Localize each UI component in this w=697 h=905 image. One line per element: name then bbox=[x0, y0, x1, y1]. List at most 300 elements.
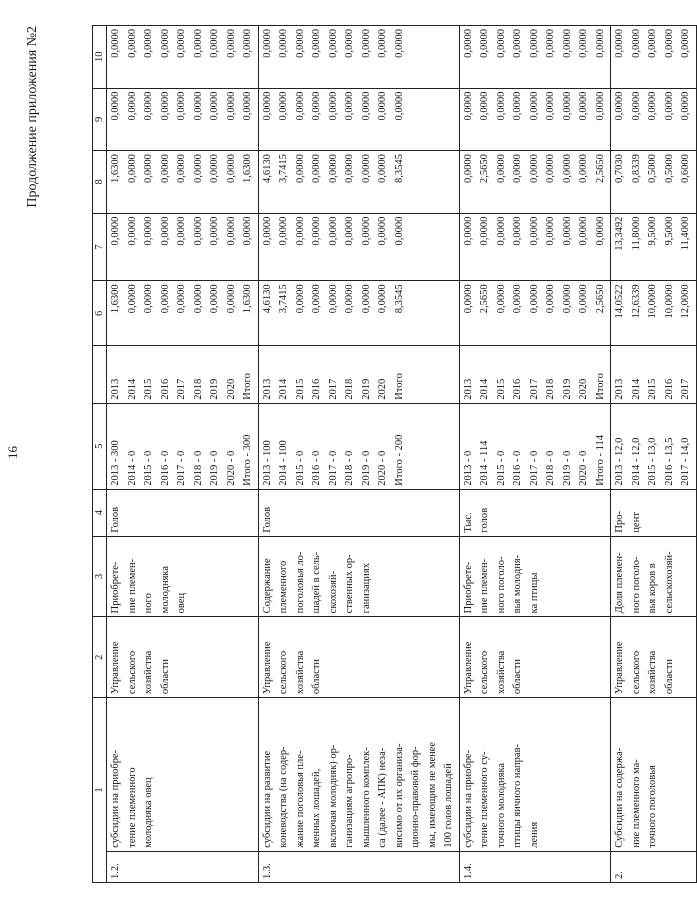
program-table bbox=[92, 25, 697, 883]
cell-line: 0,0000 bbox=[578, 91, 589, 121]
cell-line: 0,0000 bbox=[663, 29, 675, 58]
cell-line: 2018 bbox=[192, 378, 204, 400]
cell-line: 2015 - 13,0 bbox=[647, 437, 658, 486]
cell-line: висимо от их организа- bbox=[393, 743, 405, 848]
cell-line: племенного bbox=[278, 560, 289, 614]
cell-line: 0,0000 bbox=[159, 284, 171, 314]
cell-line: 9,5000 bbox=[647, 216, 658, 246]
cell-line: 0,0000 bbox=[545, 91, 556, 121]
cell-line: ционно-правовой фор- bbox=[410, 746, 421, 848]
cell-line: 0,0000 bbox=[528, 29, 540, 58]
cell-line: 0,0000 bbox=[647, 29, 658, 58]
indicator-cell bbox=[611, 536, 697, 617]
cell-line: 2020 - 0 bbox=[578, 450, 589, 486]
target-values-cell bbox=[611, 403, 697, 489]
cell-line: 0,0000 bbox=[377, 216, 388, 246]
cell-line: 2019 - 0 bbox=[561, 450, 573, 486]
cell-line: 1,6300 bbox=[110, 284, 121, 314]
cell-line: 2013 bbox=[614, 378, 625, 400]
cell-line: 4,6130 bbox=[261, 154, 273, 183]
cell-line: 0,0000 bbox=[561, 29, 573, 58]
cell-line: области bbox=[311, 658, 322, 695]
cell-line: 2,5650 bbox=[594, 284, 606, 314]
cell-line: 2016 bbox=[512, 378, 523, 400]
federal-funding-cell bbox=[258, 213, 459, 281]
cell-line: 0,0000 bbox=[294, 29, 306, 58]
cell-line: 0,0000 bbox=[462, 29, 474, 58]
cell-line: Управление bbox=[110, 641, 121, 695]
cell-line: 9,5000 bbox=[663, 216, 675, 246]
cell-line: 0,0000 bbox=[495, 91, 507, 121]
cell-line: 0,6000 bbox=[680, 154, 691, 183]
cell-line: 0,0000 bbox=[647, 91, 658, 121]
cell-line: 2020 - 0 bbox=[225, 450, 237, 486]
cell-line: 4,6130 bbox=[261, 284, 273, 314]
total-funding-cell bbox=[611, 281, 697, 346]
cell-line: 0,0000 bbox=[327, 29, 339, 58]
cell-line: 2014 bbox=[479, 378, 490, 400]
header-cell: 10 bbox=[93, 26, 107, 89]
cell-line: 0,0000 bbox=[545, 216, 556, 246]
cell-line: 0,0000 bbox=[192, 29, 204, 58]
cell-line: 0,0000 bbox=[225, 216, 237, 246]
cell-line: 0,0000 bbox=[176, 216, 187, 246]
cell-line: тение племенного bbox=[126, 767, 138, 848]
table-row bbox=[611, 26, 697, 883]
cell-line: 2015 - 0 bbox=[143, 450, 154, 486]
cell-line: 0,0000 bbox=[294, 284, 306, 314]
cell-line: 0,0000 bbox=[479, 216, 490, 246]
cell-line: сельского bbox=[630, 650, 642, 695]
cell-line: птицы яичного направ- bbox=[512, 743, 523, 848]
cell-line: Содержание bbox=[261, 558, 273, 614]
federal-funding-cell bbox=[459, 213, 611, 281]
table-row bbox=[459, 26, 611, 883]
cell-line: 13,3492 bbox=[614, 216, 625, 251]
cell-line: включая молодняк) ор- bbox=[327, 744, 339, 848]
cell-line: 0,0000 bbox=[344, 91, 355, 121]
cell-line: 0,0000 bbox=[176, 284, 187, 314]
regional-funding-cell bbox=[107, 151, 259, 214]
row-number-cell bbox=[611, 851, 697, 882]
cell-line: 0,0000 bbox=[495, 29, 507, 58]
cell-line: 2014 - 12,0 bbox=[630, 437, 642, 486]
cell-line: Итого - 200 bbox=[393, 434, 405, 486]
cell-line: точного молодняка bbox=[495, 762, 507, 848]
cell-line: 0,0000 bbox=[126, 284, 138, 314]
cell-line: Голов bbox=[261, 506, 273, 533]
cell-line: 0,0000 bbox=[126, 29, 138, 58]
measure-title-cell bbox=[459, 698, 611, 852]
cell-line: сельского bbox=[479, 650, 490, 695]
indicator-cell bbox=[459, 536, 611, 617]
cell-line: ганизациях bbox=[360, 562, 372, 614]
cell-line: 0,0000 bbox=[159, 29, 171, 58]
cell-line: 2020 bbox=[377, 378, 388, 400]
cell-line: 0,0000 bbox=[176, 154, 187, 183]
cell-line: 2016 - 13,5 bbox=[663, 437, 675, 486]
unit-cell bbox=[611, 489, 697, 536]
cell-line: 0,0000 bbox=[110, 29, 121, 58]
cell-line: 2017 - 0 bbox=[327, 450, 339, 486]
cell-line: 0,0000 bbox=[209, 29, 220, 58]
cell-line: 0,0000 bbox=[528, 284, 540, 314]
cell-line: хозяйства bbox=[294, 650, 306, 695]
years-cell bbox=[611, 346, 697, 403]
cell-line: 0,0000 bbox=[512, 284, 523, 314]
cell-line: 0,0000 bbox=[278, 216, 289, 246]
cell-line: ления bbox=[528, 821, 540, 848]
cell-line: 0,0000 bbox=[594, 91, 606, 121]
cell-line: ного поголо- bbox=[630, 556, 642, 614]
cell-line: са (далее - АПК) неза- bbox=[377, 747, 388, 848]
cell-line: хозяйства bbox=[647, 650, 658, 695]
cell-line: 2018 - 0 bbox=[192, 450, 204, 486]
cell-line: ственных ор- bbox=[344, 554, 355, 614]
cell-line: 2019 - 0 bbox=[209, 450, 220, 486]
cell-line: 2. bbox=[614, 871, 625, 879]
cell-line: 2,5650 bbox=[594, 154, 606, 183]
cell-line: 0,0000 bbox=[225, 29, 237, 58]
cell-line: Приобрете- bbox=[110, 561, 121, 614]
target-values-cell bbox=[459, 403, 611, 489]
cell-line: 2014 bbox=[278, 378, 289, 400]
header-cell: 1 bbox=[93, 698, 107, 883]
cell-line: 2013 bbox=[462, 378, 474, 400]
cell-line: 0,0000 bbox=[545, 154, 556, 183]
cell-line: 0,0000 bbox=[344, 154, 355, 183]
cell-line: Доля племен- bbox=[614, 552, 625, 614]
cell-line: шадей в сель- bbox=[311, 551, 322, 614]
cell-line: 2017 - 0 bbox=[528, 450, 540, 486]
cell-line: 0,0000 bbox=[192, 216, 204, 246]
cell-line: 2018 - 0 bbox=[545, 450, 556, 486]
cell-line: 0,0000 bbox=[209, 154, 220, 183]
cell-line: 0,0000 bbox=[311, 216, 322, 246]
page-number: 16 bbox=[5, 446, 20, 459]
cell-line: вья молодня- bbox=[512, 554, 523, 614]
local-funding-cell bbox=[258, 88, 459, 151]
header-cell: 4 bbox=[93, 489, 107, 536]
total-funding-cell bbox=[258, 281, 459, 346]
cell-line: 0,0000 bbox=[278, 91, 289, 121]
federal-funding-cell bbox=[611, 213, 697, 281]
cell-line: 0,8339 bbox=[630, 154, 642, 183]
cell-line: 0,0000 bbox=[360, 29, 372, 58]
cell-line: 2014 bbox=[126, 378, 138, 400]
cell-line: 2017 bbox=[327, 378, 339, 400]
executor-cell bbox=[107, 617, 259, 698]
cell-line: 0,0000 bbox=[462, 91, 474, 121]
years-cell bbox=[459, 346, 611, 403]
regional-funding-cell bbox=[611, 151, 697, 214]
cell-line: 0,0000 bbox=[192, 154, 204, 183]
cell-line: 8,3545 bbox=[393, 154, 405, 183]
cell-line: 0,0000 bbox=[192, 284, 204, 314]
cell-line: 0,7030 bbox=[614, 154, 625, 183]
header-cell: 3 bbox=[93, 536, 107, 617]
table-body bbox=[93, 26, 697, 883]
cell-line: 0,0000 bbox=[377, 284, 388, 314]
other-funding-cell bbox=[611, 26, 697, 89]
cell-line: поголовья ло- bbox=[294, 551, 306, 614]
target-values-cell bbox=[107, 403, 259, 489]
cell-line: ного bbox=[143, 593, 154, 614]
cell-line: 0,0000 bbox=[110, 216, 121, 246]
row-number-cell bbox=[258, 851, 459, 882]
cell-line: 0,0000 bbox=[594, 29, 606, 58]
cell-line: 0,0000 bbox=[528, 216, 540, 246]
cell-line: Голов bbox=[110, 506, 121, 533]
regional-funding-cell bbox=[459, 151, 611, 214]
cell-line: 0,0000 bbox=[294, 91, 306, 121]
cell-line: субсидии на приобре- bbox=[462, 749, 474, 848]
cell-line: 0,0000 bbox=[209, 216, 220, 246]
regional-funding-cell bbox=[258, 151, 459, 214]
cell-line: 2017 - 0 bbox=[176, 450, 187, 486]
continuation-title: Продолжение приложения №2 bbox=[25, 26, 40, 208]
cell-line: 0,0000 bbox=[393, 29, 405, 58]
cell-line: 0,0000 bbox=[176, 29, 187, 58]
cell-line: 0,0000 bbox=[242, 91, 253, 121]
cell-line: области bbox=[663, 658, 675, 695]
cell-line: 0,0000 bbox=[242, 29, 253, 58]
cell-line: 0,0000 bbox=[261, 216, 273, 246]
cell-line: 0,0000 bbox=[225, 284, 237, 314]
cell-line: мы, имеющим не менее bbox=[426, 741, 438, 848]
cell-line: 0,0000 bbox=[278, 29, 289, 58]
cell-line: 0,0000 bbox=[261, 29, 273, 58]
table-row bbox=[258, 26, 459, 883]
cell-line: скохозяй- bbox=[327, 570, 339, 614]
cell-line: 2013 bbox=[261, 378, 273, 400]
cell-line: 2013 - 0 bbox=[462, 450, 474, 486]
total-funding-cell bbox=[107, 281, 259, 346]
cell-line: 0,0000 bbox=[462, 284, 474, 314]
cell-line: Управление bbox=[261, 641, 273, 695]
cell-line: ного поголо- bbox=[495, 556, 507, 614]
executor-cell bbox=[611, 617, 697, 698]
cell-line: 2018 - 0 bbox=[344, 450, 355, 486]
cell-line: 0,0000 bbox=[176, 91, 187, 121]
cell-line: 0,0000 bbox=[393, 91, 405, 121]
cell-line: 2016 bbox=[159, 378, 171, 400]
cell-line: 0,0000 bbox=[462, 216, 474, 246]
cell-line: 0,0000 bbox=[578, 154, 589, 183]
cell-line: 2014 bbox=[630, 378, 642, 400]
table-row bbox=[107, 26, 259, 883]
cell-line: 2015 bbox=[495, 378, 507, 400]
cell-line: 0,0000 bbox=[110, 91, 121, 121]
cell-line: 0,0000 bbox=[360, 284, 372, 314]
cell-line: сельскохозяй- bbox=[663, 551, 675, 614]
cell-line: 0,0000 bbox=[159, 216, 171, 246]
cell-line: 2019 bbox=[360, 378, 372, 400]
cell-line: 2018 bbox=[344, 378, 355, 400]
cell-line: 0,0000 bbox=[311, 29, 322, 58]
cell-line: 0,0000 bbox=[512, 91, 523, 121]
cell-line: 0,0000 bbox=[327, 91, 339, 121]
cell-line: 0,0000 bbox=[261, 91, 273, 121]
cell-line: ка птицы bbox=[528, 572, 540, 614]
cell-line: 2013 - 12,0 bbox=[614, 437, 625, 486]
cell-line: 0,0000 bbox=[528, 91, 540, 121]
header-cell-blank bbox=[93, 346, 107, 403]
cell-line: 0,0000 bbox=[294, 154, 306, 183]
cell-line: 2015 bbox=[294, 378, 306, 400]
cell-line: 2015 bbox=[143, 378, 154, 400]
cell-line: 0,0000 bbox=[327, 284, 339, 314]
cell-line: 0,0000 bbox=[545, 284, 556, 314]
cell-line: 0,0000 bbox=[294, 216, 306, 246]
cell-line: 0,0000 bbox=[479, 29, 490, 58]
cell-line: 0,0000 bbox=[377, 29, 388, 58]
cell-line: 0,0000 bbox=[327, 154, 339, 183]
row-number-cell bbox=[107, 851, 259, 882]
cell-line: Приобрете- bbox=[462, 561, 474, 614]
cell-line: 2013 bbox=[110, 378, 121, 400]
cell-line: 3,7415 bbox=[278, 284, 289, 314]
cell-line: 2018 bbox=[545, 378, 556, 400]
cell-line: 0,0000 bbox=[143, 284, 154, 314]
cell-line: 2016 - 0 bbox=[512, 450, 523, 486]
cell-line: 0,0000 bbox=[512, 216, 523, 246]
cell-line: 11,8000 bbox=[630, 216, 642, 251]
unit-cell bbox=[258, 489, 459, 536]
header-row bbox=[93, 26, 107, 883]
cell-line: 2014 - 100 bbox=[278, 440, 289, 486]
cell-line: голов bbox=[479, 507, 490, 533]
cell-line: Управление bbox=[614, 641, 625, 695]
cell-line: 2,5650 bbox=[479, 284, 490, 314]
cell-line: 0,0000 bbox=[578, 29, 589, 58]
cell-line: 2016 - 0 bbox=[311, 450, 322, 486]
cell-line: 0,0000 bbox=[561, 216, 573, 246]
cell-line: коневодства (на содер- bbox=[278, 746, 289, 848]
cell-line: Итого bbox=[242, 373, 253, 400]
cell-line: 2020 bbox=[578, 378, 589, 400]
cell-line: 2017 bbox=[528, 378, 540, 400]
cell-line: 0,0000 bbox=[360, 216, 372, 246]
cell-line: 0,0000 bbox=[495, 154, 507, 183]
cell-line: 0,0000 bbox=[578, 284, 589, 314]
cell-line: 2013 - 100 bbox=[261, 440, 273, 486]
cell-line: 0,0000 bbox=[327, 216, 339, 246]
cell-line: 0,0000 bbox=[159, 154, 171, 183]
cell-line: 0,0000 bbox=[680, 29, 691, 58]
cell-line: 2016 - 0 bbox=[159, 450, 171, 486]
cell-line: 0,0000 bbox=[594, 216, 606, 246]
cell-line: 0,0000 bbox=[561, 91, 573, 121]
cell-line: 2019 - 0 bbox=[360, 450, 372, 486]
cell-line: 14,0522 bbox=[614, 284, 625, 319]
header-cell: 8 bbox=[93, 151, 107, 214]
cell-line: 11,4000 bbox=[680, 216, 691, 251]
cell-line: 1.3. bbox=[261, 863, 273, 879]
cell-line: молодняка bbox=[159, 565, 171, 614]
cell-line: 0,0000 bbox=[663, 91, 675, 121]
cell-line: 0,0000 bbox=[512, 154, 523, 183]
cell-line: 0,0000 bbox=[495, 216, 507, 246]
cell-line: Итого bbox=[594, 373, 606, 400]
unit-cell bbox=[107, 489, 259, 536]
local-funding-cell bbox=[459, 88, 611, 151]
cell-line: Тыс. bbox=[462, 512, 474, 533]
header-cell: 5 bbox=[93, 403, 107, 489]
cell-line: 0,0000 bbox=[360, 91, 372, 121]
cell-line: 2014 - 0 bbox=[126, 450, 138, 486]
cell-line: 100 голов лошадей bbox=[443, 763, 454, 848]
cell-line: Управление bbox=[462, 641, 474, 695]
cell-line: 2017 bbox=[680, 378, 691, 400]
years-cell bbox=[258, 346, 459, 403]
cell-line: 0,0000 bbox=[311, 284, 322, 314]
cell-line: 0,0000 bbox=[143, 216, 154, 246]
other-funding-cell bbox=[459, 26, 611, 89]
cell-line: 1,6300 bbox=[242, 284, 253, 314]
cell-line: ганизациям агропро- bbox=[344, 754, 355, 848]
federal-funding-cell bbox=[107, 213, 259, 281]
cell-line: хозяйства bbox=[143, 650, 154, 695]
cell-line: овец bbox=[176, 592, 187, 614]
indicator-cell bbox=[107, 536, 259, 617]
cell-line: 0,0000 bbox=[377, 91, 388, 121]
cell-line: 1,6300 bbox=[242, 154, 253, 183]
total-funding-cell bbox=[459, 281, 611, 346]
header-cell: 6 bbox=[93, 281, 107, 346]
cell-line: 1.2. bbox=[110, 863, 121, 879]
cell-line: 1.4. bbox=[462, 863, 474, 879]
cell-line: Итого - 300 bbox=[242, 434, 253, 486]
cell-line: 0,0000 bbox=[393, 216, 405, 246]
cell-line: 0,0000 bbox=[225, 91, 237, 121]
indicator-cell bbox=[258, 536, 459, 617]
row-number-cell bbox=[459, 851, 611, 882]
cell-line: 2014 - 114 bbox=[479, 440, 490, 486]
cell-line: 0,0000 bbox=[311, 91, 322, 121]
cell-line: мышленного комплек- bbox=[360, 747, 372, 848]
cell-line: 2,5650 bbox=[479, 154, 490, 183]
cell-line: 0,0000 bbox=[225, 154, 237, 183]
years-cell bbox=[107, 346, 259, 403]
cell-line: 0,0000 bbox=[344, 216, 355, 246]
cell-line: 0,0000 bbox=[126, 91, 138, 121]
other-funding-cell bbox=[107, 26, 259, 89]
cell-line: ние племен- bbox=[126, 558, 138, 614]
cell-line: 8,3545 bbox=[393, 284, 405, 314]
cell-line: Субсидии на содержа- bbox=[614, 747, 625, 848]
other-funding-cell bbox=[258, 26, 459, 89]
cell-line: 2015 - 0 bbox=[294, 450, 306, 486]
cell-line: вья коров в bbox=[647, 563, 658, 614]
cell-line: 2015 - 0 bbox=[495, 450, 507, 486]
cell-line: 10,0000 bbox=[663, 284, 675, 319]
cell-line: 0,0000 bbox=[143, 29, 154, 58]
local-funding-cell bbox=[107, 88, 259, 151]
header-cell: 9 bbox=[93, 88, 107, 151]
cell-line: 0,0000 bbox=[344, 29, 355, 58]
cell-line: 0,0000 bbox=[614, 29, 625, 58]
header-cell: 7 bbox=[93, 213, 107, 281]
cell-line: 0,0000 bbox=[209, 91, 220, 121]
cell-line: 0,0000 bbox=[192, 91, 204, 121]
executor-cell bbox=[258, 617, 459, 698]
cell-line: 0,0000 bbox=[143, 154, 154, 183]
cell-line: 0,0000 bbox=[360, 154, 372, 183]
cell-line: 2015 bbox=[647, 378, 658, 400]
cell-line: молодняка овец bbox=[143, 777, 154, 848]
measure-title-cell bbox=[611, 698, 697, 852]
